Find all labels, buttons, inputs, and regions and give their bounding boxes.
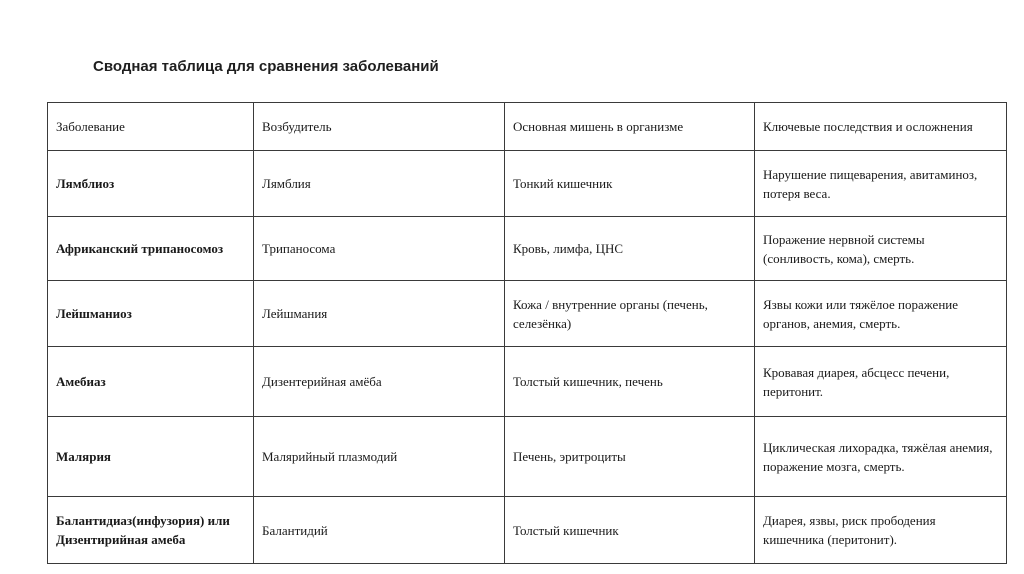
cell-target: Печень, эритроциты xyxy=(505,417,755,497)
cell-consequences: Диарея, язвы, риск прободения кишечника (перитонит). xyxy=(755,497,1007,564)
header-disease: Заболевание xyxy=(48,103,254,151)
cell-consequences: Нарушение пищеварения, авитаминоз, потеря веса. xyxy=(755,151,1007,217)
header-consequences: Ключевые последствия и осложнения xyxy=(755,103,1007,151)
header-target: Основная мишень в организме xyxy=(505,103,755,151)
cell-disease: Лейшманиоз xyxy=(48,281,254,347)
cell-consequences: Циклическая лихорадка, тяжёлая анемия, поражение мозга, смерть. xyxy=(755,417,1007,497)
cell-consequences: Язвы кожи или тяжёлое поражение органов, анемия, смерть. xyxy=(755,281,1007,347)
cell-pathogen: Дизентерийная амёба xyxy=(254,347,505,417)
cell-target: Тонкий кишечник xyxy=(505,151,755,217)
table-row xyxy=(48,151,1007,217)
cell-pathogen: Балантидий xyxy=(254,497,505,564)
cell-target: Толстый кишечник, печень xyxy=(505,347,755,417)
cell-pathogen: Малярийный плазмодий xyxy=(254,417,505,497)
table-header-row xyxy=(48,103,1007,151)
cell-pathogen: Лейшмания xyxy=(254,281,505,347)
cell-disease: Африканский трипаносомоз xyxy=(48,217,254,281)
cell-target: Кровь, лимфа, ЦНС xyxy=(505,217,755,281)
table-row xyxy=(48,281,1007,347)
table-row xyxy=(48,417,1007,497)
cell-disease: Лямблиоз xyxy=(48,151,254,217)
table-row xyxy=(48,497,1007,564)
cell-pathogen: Трипаносома xyxy=(254,217,505,281)
cell-consequences: Кровавая диарея, абсцесс печени, перитонит. xyxy=(755,347,1007,417)
table-row xyxy=(48,217,1007,281)
cell-disease: Балантидиаз(инфузория) или Дизентирийная амеба xyxy=(48,497,254,564)
cell-consequences: Поражение нервной системы (сонливость, кома), смерть. xyxy=(755,217,1007,281)
header-pathogen: Возбудитель xyxy=(254,103,505,151)
cell-pathogen: Лямблия xyxy=(254,151,505,217)
comparison-table xyxy=(47,102,1007,564)
cell-disease: Амебиаз xyxy=(48,347,254,417)
page-title: Сводная таблица для сравнения заболеваний xyxy=(93,58,439,75)
cell-target: Толстый кишечник xyxy=(505,497,755,564)
table-row xyxy=(48,347,1007,417)
cell-target: Кожа / внутренние органы (печень, селезёнка) xyxy=(505,281,755,347)
cell-disease: Малярия xyxy=(48,417,254,497)
